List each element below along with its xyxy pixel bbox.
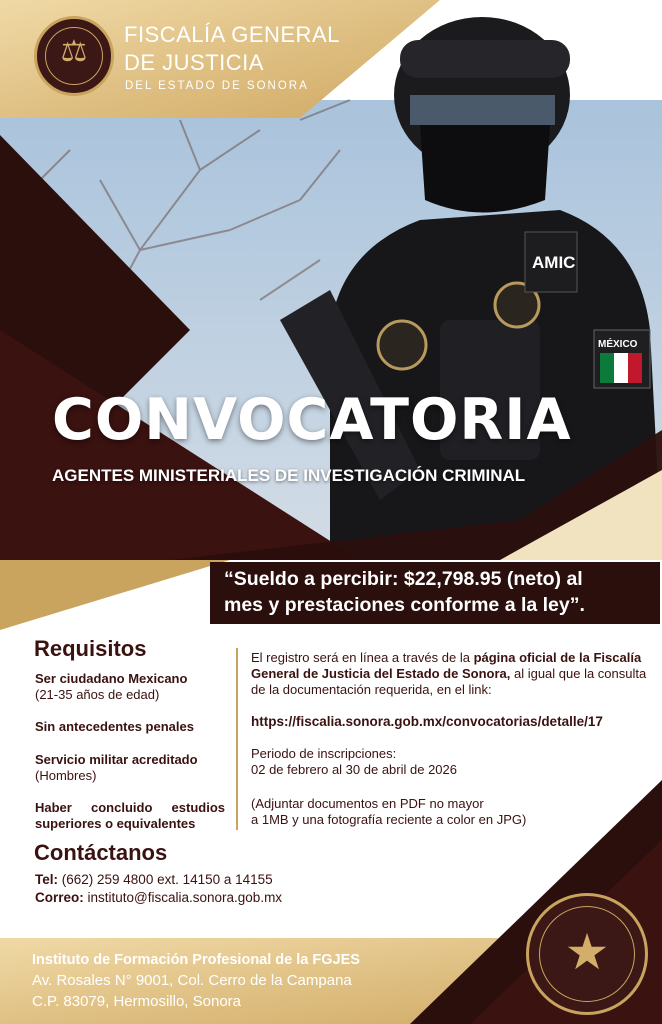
documents-note-1: (Adjuntar documentos en PDF no mayor <box>251 796 484 811</box>
footer-city: C.P. 83079, Hermosillo, Sonora <box>32 993 242 1010</box>
documents-note-2: a 1MB y una fotografía reciente a color en JPG) <box>251 812 527 827</box>
requirement-main: Haber concluido estudios superiores o equivalentes <box>35 800 225 831</box>
salary-line-1: “Sueldo a percibir: $22,798.95 (neto) al <box>224 568 583 590</box>
contact-title: Contáctanos <box>34 840 168 865</box>
email-value[interactable]: instituto@fiscalia.sonora.gob.mx <box>83 890 283 905</box>
requirement-item <box>35 752 225 784</box>
contact-email <box>35 890 282 905</box>
amic-patch-text: AMIC <box>532 253 576 272</box>
convocatoria-link[interactable]: https://fiscalia.sonora.gob.mx/convocatorias/detalle/17 <box>251 714 603 729</box>
registration-text-a: El registro será en línea a través de la <box>251 650 474 665</box>
salary-line-2: mes y prestaciones conforme a la ley”. <box>224 594 585 616</box>
footer-address: Av. Rosales N° 9001, Col. Cerro de la Campana <box>32 972 352 989</box>
requirement-main: Ser ciudadano Mexicano <box>35 671 188 686</box>
registration-text-b: página oficial de la Fiscalía General de Justicia del Estado de Sonora, <box>251 650 642 681</box>
main-title: CONVOCATORIA <box>52 387 572 453</box>
period-label: Periodo de inscripciones: <box>251 746 397 761</box>
requirement-detail: (21-35 años de edad) <box>35 687 160 702</box>
requirement-item <box>35 800 225 832</box>
seal-emblem-icon: ⚖ <box>60 34 88 69</box>
phone-value[interactable]: (662) 259 4800 ext. 14150 a 14155 <box>58 872 273 887</box>
footer-institute: Instituto de Formación Profesional de la FGJES <box>32 952 360 968</box>
star-badge-icon: ★ <box>564 923 610 981</box>
mexico-patch-text: MÉXICO <box>598 339 638 350</box>
requirement-item <box>35 719 225 735</box>
agencia-ministerial-seal-logo <box>526 893 648 1015</box>
contact-phone <box>35 872 273 887</box>
requirement-item <box>35 671 225 703</box>
requirements-title: Requisitos <box>34 636 147 661</box>
requirement-main: Sin antecedentes penales <box>35 719 194 734</box>
requirement-detail: (Hombres) <box>35 768 97 783</box>
fiscalia-seal-logo <box>34 16 114 96</box>
column-divider <box>236 648 238 830</box>
header-line-3: DEL ESTADO DE SONORA <box>125 80 309 92</box>
email-label: Correo: <box>35 890 84 905</box>
registration-info <box>251 650 651 698</box>
header-line-2: DE JUSTICIA <box>124 50 264 75</box>
registration-text-c: al igual que la consulta de la documentación requerida, en el link: <box>251 666 647 697</box>
salary-banner <box>210 562 660 624</box>
period-dates: 02 de febrero al 30 de abril de 2026 <box>251 762 457 777</box>
phone-label: Tel: <box>35 872 58 887</box>
header-line-1: FISCALÍA GENERAL <box>124 22 340 47</box>
requirement-main: Servicio militar acreditado <box>35 752 198 767</box>
main-subtitle: AGENTES MINISTERIALES DE INVESTIGACIÓN CRIMINAL <box>52 466 526 485</box>
